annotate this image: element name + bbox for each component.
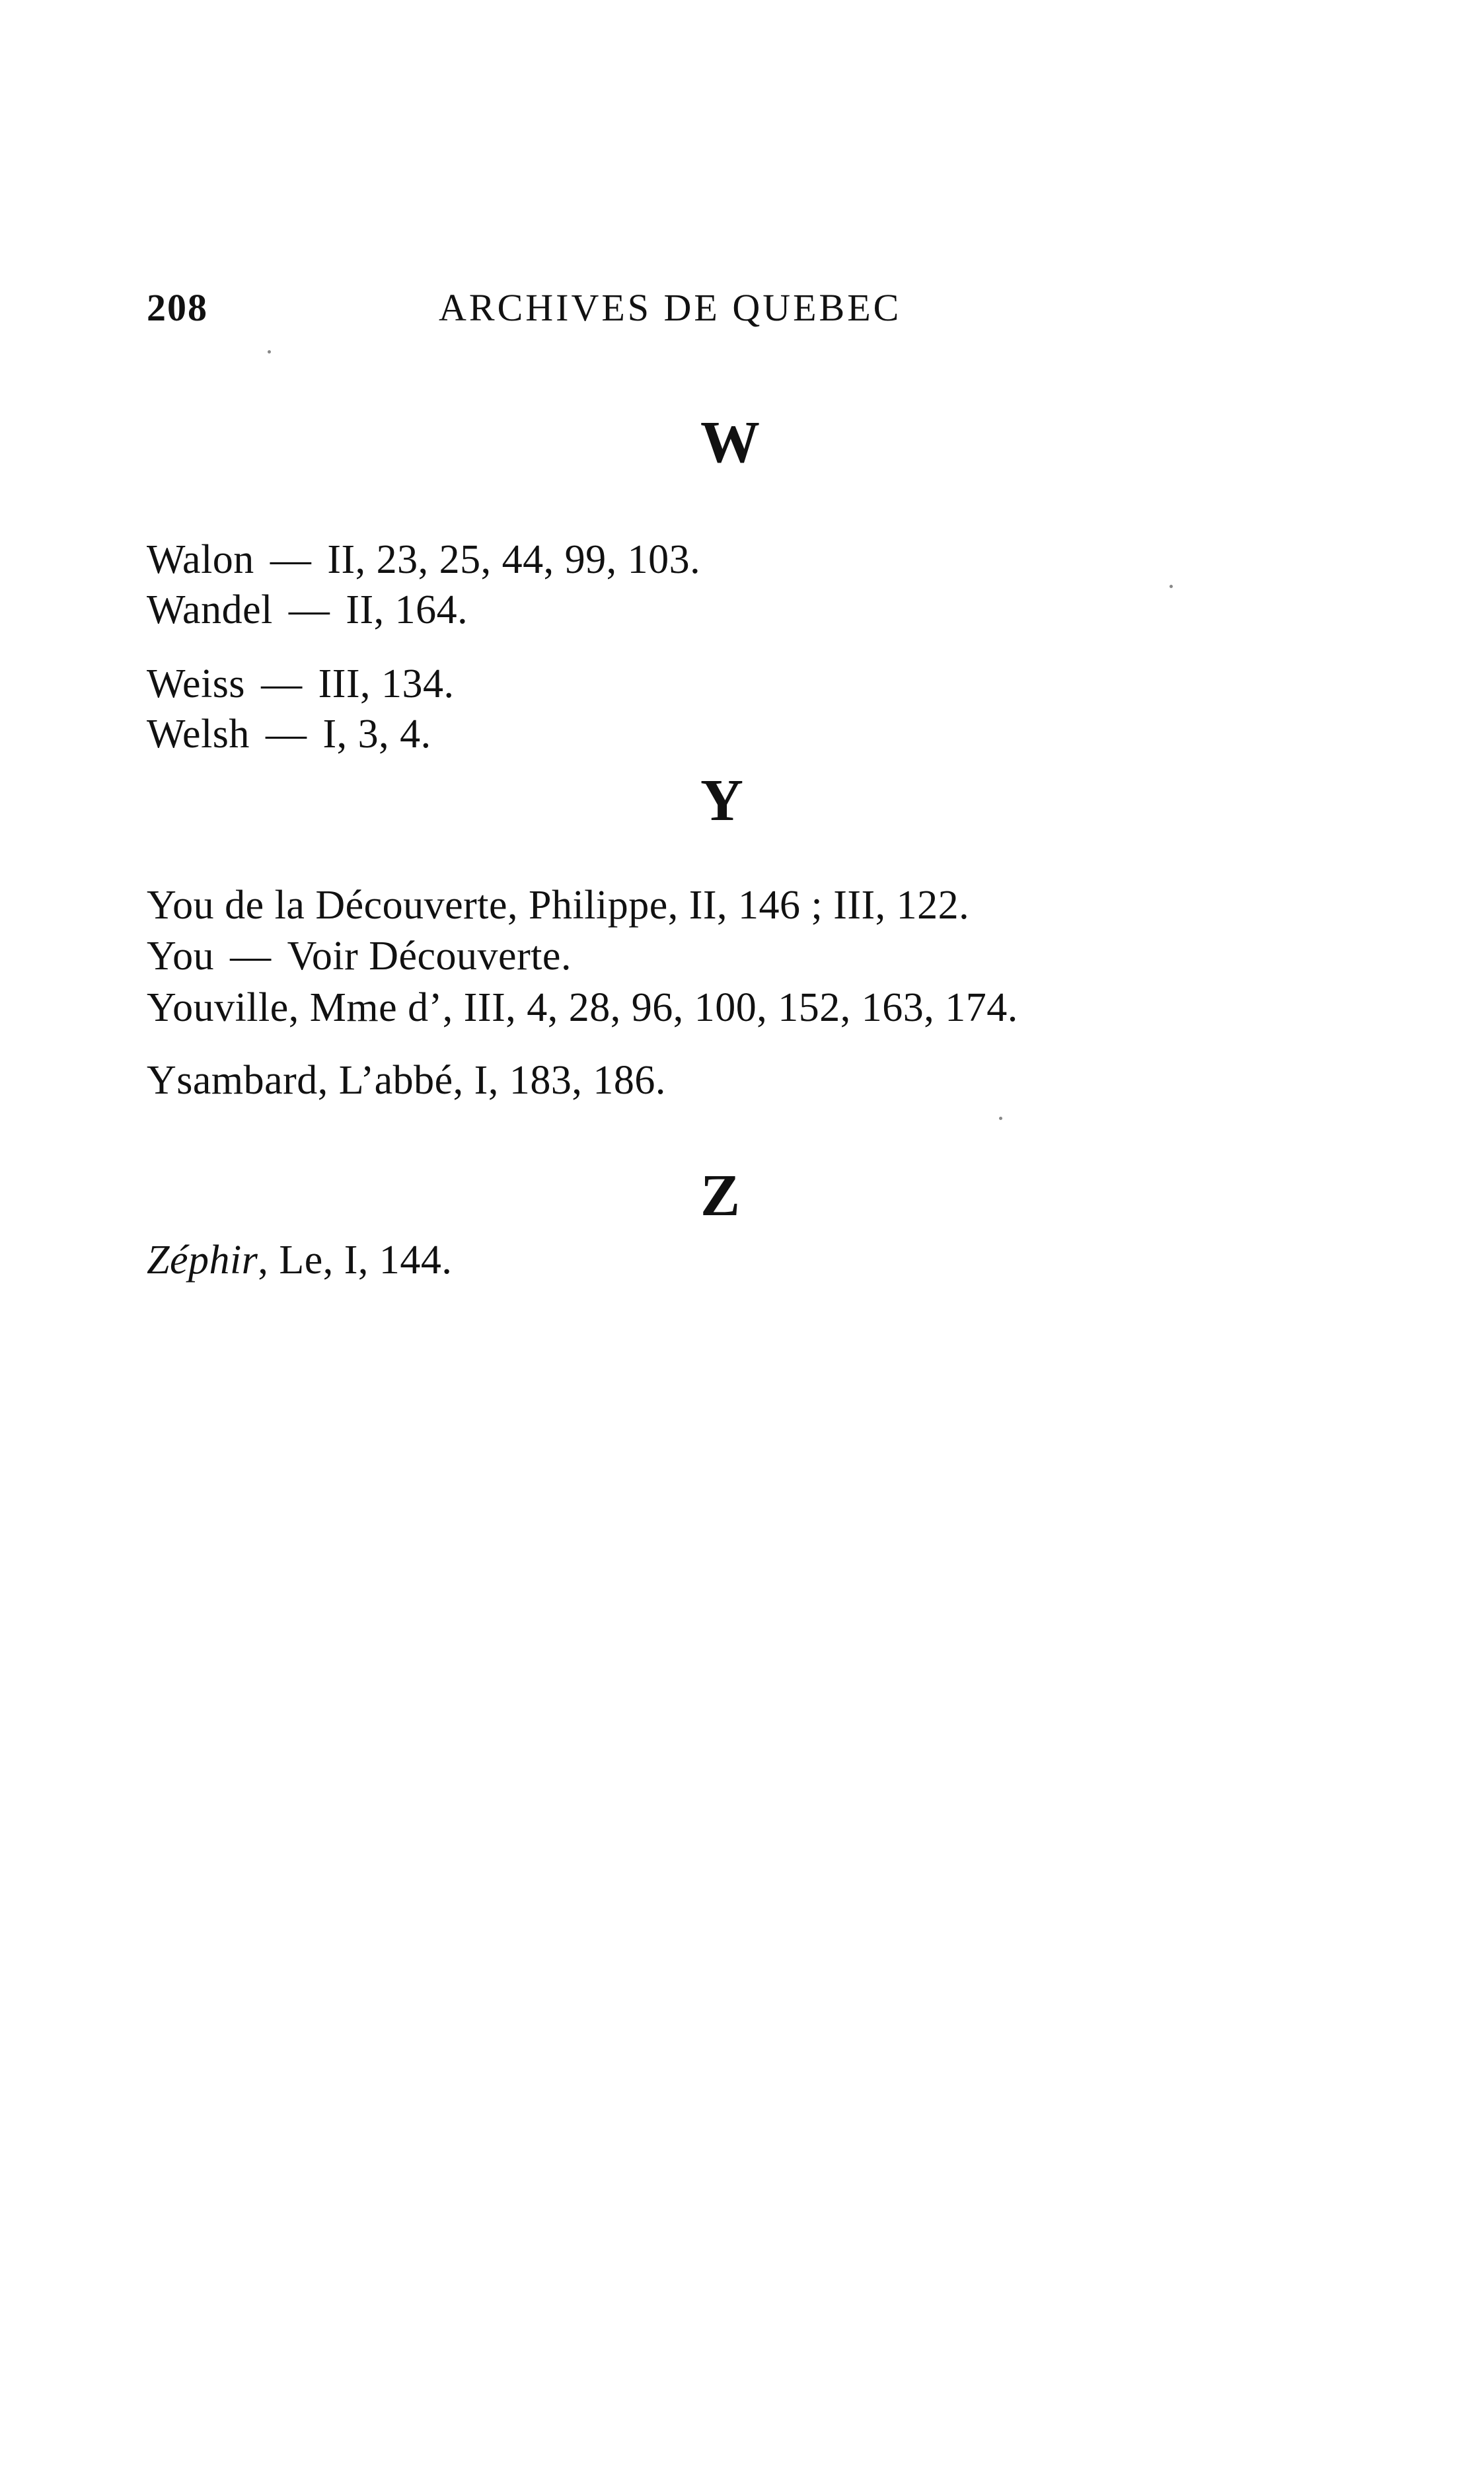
index-entry	[147, 933, 572, 980]
running-title: ARCHIVES DE QUEBEC	[439, 286, 902, 329]
entry-name: Weiss	[147, 661, 246, 706]
entry-refs: III, 134.	[318, 661, 455, 706]
section-heading-y: Y	[700, 768, 743, 833]
entry-text: Youville, Mme d’, III, 4, 28, 96, 100, 152, 163, 174.	[147, 985, 1018, 1030]
section-heading-w: W	[700, 410, 760, 475]
entry-dash: —	[265, 712, 307, 757]
entry-text: You de la Découverte, Philippe, II, 146 ; III, 122.	[147, 883, 970, 928]
page-number: 208	[147, 286, 208, 329]
entry-name: Wandel	[147, 587, 273, 632]
scan-speck	[268, 350, 271, 354]
running-header	[147, 285, 1058, 338]
entry-dash: —	[230, 934, 272, 979]
entry-text: Ysambard, L’abbé, I, 183, 186.	[147, 1058, 666, 1103]
entry-dash: —	[270, 537, 312, 582]
entry-text: , Le, I, 144.	[258, 1238, 453, 1283]
entry-name: Welsh	[147, 712, 250, 757]
index-entry	[147, 711, 431, 758]
index-entry	[147, 1057, 666, 1104]
scan-speck	[1169, 585, 1173, 588]
entry-refs: I, 3, 4.	[322, 712, 431, 757]
entry-refs: II, 164.	[346, 587, 468, 632]
index-entry	[147, 1237, 452, 1284]
entry-dash: —	[288, 587, 330, 632]
index-entry	[147, 537, 700, 583]
entry-dash: —	[261, 661, 303, 706]
entry-refs: II, 23, 25, 44, 99, 103.	[327, 537, 701, 582]
scan-speck	[999, 1117, 1002, 1120]
entry-name: You	[147, 934, 215, 979]
index-entry	[147, 985, 1018, 1031]
section-heading-z: Z	[700, 1163, 741, 1228]
index-entry	[147, 882, 969, 929]
entry-name: Walon	[147, 537, 254, 582]
index-entry	[147, 661, 455, 708]
index-entry	[147, 587, 468, 634]
entry-italic-title: Zéphir	[147, 1238, 258, 1283]
entry-refs: Voir Découverte.	[287, 934, 572, 979]
